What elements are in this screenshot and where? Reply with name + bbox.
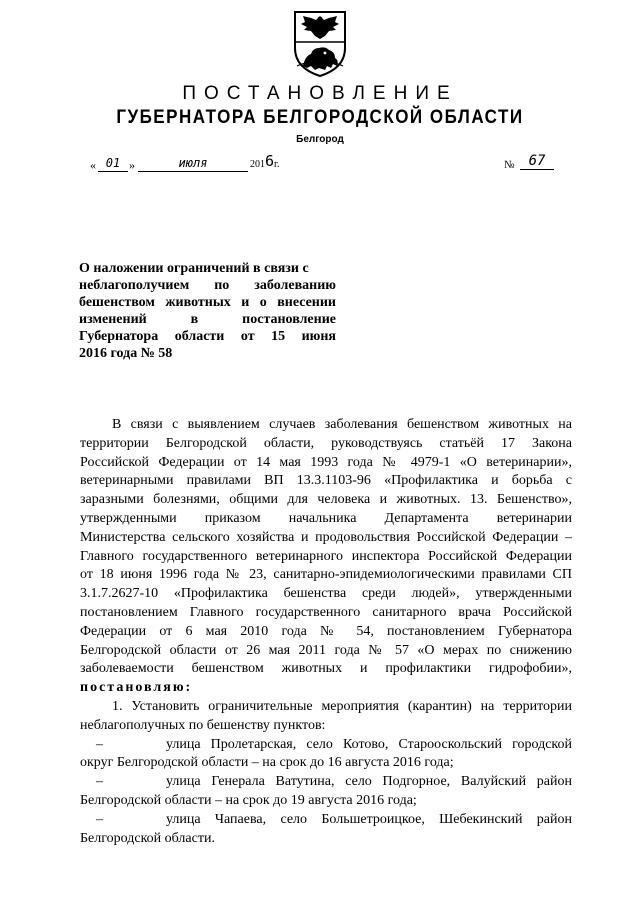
- document-body: [80, 416, 572, 848]
- body-line: ветеринарными правилами ВП 13.3.1103-96 «Профилактика и борьба с: [80, 473, 572, 489]
- issue-city: Белгород: [296, 134, 344, 145]
- subject-line: Губернатора области от 15 июня: [79, 329, 336, 344]
- number-label: №: [504, 159, 515, 171]
- location-text-cont: Белгородской области – на срок до 19 августа 2016 года;: [80, 792, 417, 808]
- subject-line: бешенством животных и о внесении: [79, 295, 336, 310]
- date-year-prefix: 201: [250, 159, 265, 170]
- body-line: 3.1.7.2627-10 «Профилактика бешенства среди людей», утвержденными: [80, 586, 572, 602]
- subject-line: изменений в постановление: [79, 312, 336, 327]
- body-line: заболеваемости бешенством животных и профилактики гидрофобии»,: [80, 661, 572, 677]
- body-line: Главного государственного ветеринарного инспектора Российской Федерации: [80, 548, 572, 564]
- date-year-unit: г.: [274, 159, 280, 170]
- document-number: 67: [520, 153, 554, 170]
- location-text: улица Генерала Ватутина, село Подгорное, Валуйский район: [166, 774, 572, 790]
- location-item: [80, 736, 572, 755]
- body-line: постановлением Главного государственного санитарного врача Российской: [80, 604, 572, 620]
- item-1-line: 1. Установить ограничительные мероприятия (карантин) на территории: [112, 698, 572, 714]
- date-close-quote: »: [129, 158, 135, 172]
- body-line: Российской Федерации от 14 мая 1993 года № 4979-1 «О ветеринарии»,: [80, 454, 572, 470]
- location-item: [80, 811, 572, 830]
- subject-line: неблагополучием по заболеванию: [79, 278, 336, 293]
- location-text-cont: округ Белгородской области – на срок до 16 августа 2016 года;: [80, 755, 454, 771]
- body-line: В связи с выявлением случаев заболевания бешенством животных на: [112, 417, 572, 432]
- document-subject: [79, 260, 336, 362]
- document-title: ПОСТАНОВЛЕНИЕ: [182, 83, 458, 104]
- date-number-row: [90, 152, 560, 175]
- date-day: 01: [98, 155, 128, 172]
- subject-line: О наложении ограничений в связи с: [79, 261, 309, 276]
- date-year-suffix: 6: [265, 152, 275, 170]
- location-text: улица Чапаева, село Большетроицкое, Шебекинский район: [166, 811, 572, 827]
- location-item: [80, 773, 572, 792]
- document-issuer: ГУБЕРНАТОРА БЕЛГОРОДСКОЙ ОБЛАСТИ: [116, 105, 524, 128]
- body-line: территории Белгородской области, руководствуясь статьёй 17 Закона: [80, 435, 572, 451]
- body-line: утвержденными приказом начальника Департамента ветеринарии: [80, 510, 572, 526]
- dash-marker: –: [96, 736, 103, 752]
- date-open-quote: «: [90, 158, 96, 172]
- date-month: июля: [138, 155, 248, 172]
- dash-marker: –: [96, 811, 103, 827]
- decree-word: постановляю:: [80, 680, 193, 696]
- body-line: Федерации от 6 мая 2010 года № 54, постановлением Губернатора: [80, 623, 572, 639]
- location-text-cont: Белгородской области.: [80, 830, 215, 846]
- location-text: улица Пролетарская, село Котово, Старооскольский городской: [166, 736, 572, 752]
- body-line: Белгородской области от 26 мая 2011 года № 57 «О мерах по снижению: [80, 642, 572, 658]
- belgorod-coat-of-arms-icon: [289, 8, 351, 78]
- dash-marker: –: [96, 774, 103, 790]
- subject-line: 2016 года № 58: [79, 346, 173, 361]
- item-1-line: неблагополучных по бешенству пунктов:: [80, 717, 326, 733]
- body-line: от 18 июня 1996 года № 23, санитарно-эпидемиологическими правилами СП: [80, 567, 572, 583]
- body-line: заразными болезнями, общими для человека и животных. 13. Бешенство»,: [80, 492, 572, 508]
- body-line: Министерства сельского хозяйства и продовольствия Российской Федерации –: [80, 529, 572, 545]
